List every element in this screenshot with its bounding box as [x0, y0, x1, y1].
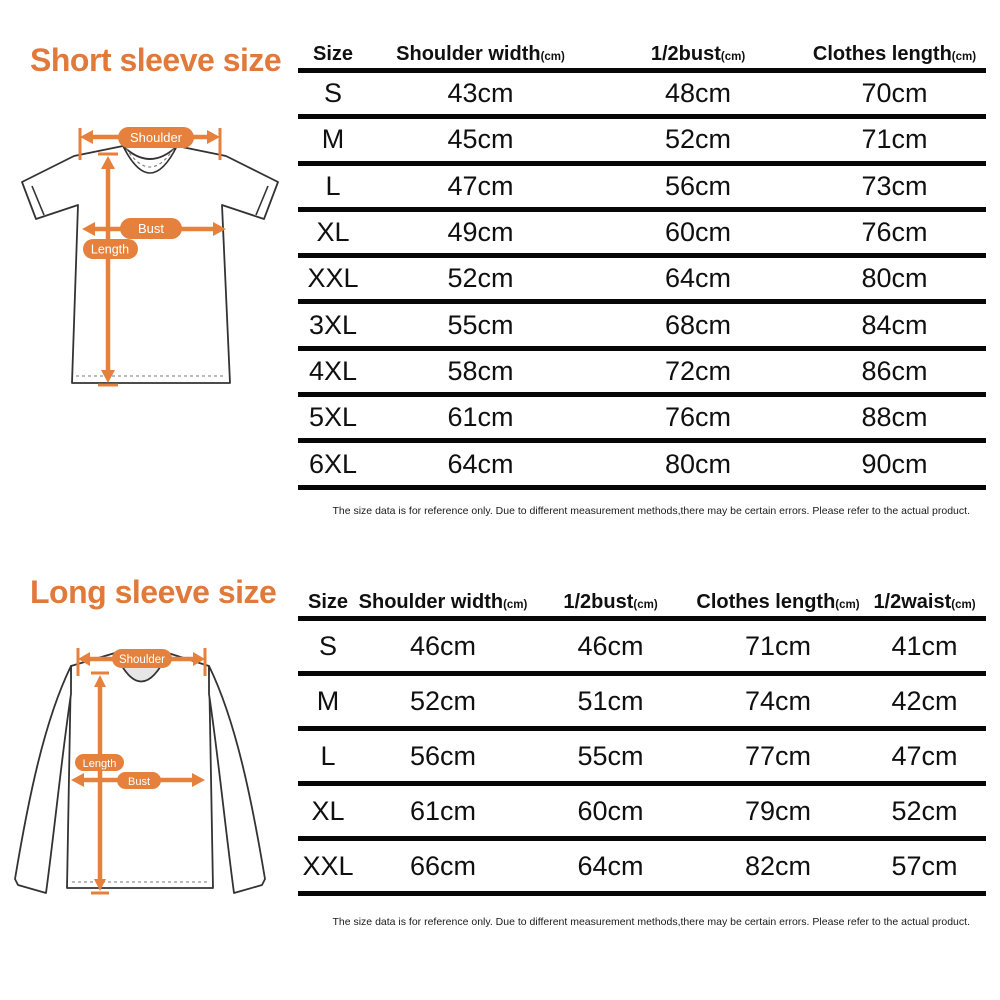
bust-cell: 72cm	[664, 355, 732, 386]
col-header-half-bust: 1/2bust(cm)	[563, 591, 658, 613]
table-row	[298, 119, 986, 165]
shoulder-cell: 61cm	[409, 795, 477, 826]
shoulder-cell: 47cm	[447, 170, 514, 201]
table-row	[298, 731, 986, 786]
size-cell: XL	[316, 217, 350, 248]
length-cell: 80cm	[861, 263, 928, 294]
bust-label: Bust	[127, 776, 151, 788]
waist-cell: 47cm	[891, 740, 958, 771]
length-cell: 76cm	[861, 217, 928, 248]
size-cell: L	[320, 740, 336, 771]
long-table-disclaimer: The size data is for reference only. Due to different measurement methods,there may be certain errors. Please refer to the actual product.	[332, 916, 970, 928]
shoulder-cell: 46cm	[409, 630, 477, 661]
shoulder-cell: 45cm	[447, 124, 514, 155]
table-row	[298, 621, 986, 676]
waist-cell: 52cm	[891, 795, 958, 826]
table-row	[298, 397, 986, 443]
length-cell: 77cm	[744, 740, 812, 771]
size-cell: XXL	[307, 263, 359, 294]
shoulder-cell: 56cm	[409, 740, 477, 771]
col-header-size: Size	[307, 591, 349, 613]
long-table-header-row	[298, 578, 986, 621]
size-cell: 6XL	[308, 448, 358, 479]
short-sleeve-section-title: Short sleeve size	[30, 42, 282, 78]
long-sleeve-table	[298, 578, 986, 896]
col-header-half-bust: 1/2bust(cm)	[650, 43, 746, 65]
length-cell: 88cm	[861, 402, 928, 433]
length-cell: 73cm	[861, 170, 928, 201]
length-cell: 71cm	[744, 630, 812, 661]
size-cell: 5XL	[308, 402, 358, 433]
waist-cell: 41cm	[891, 630, 958, 661]
shoulder-cell: 49cm	[447, 217, 514, 248]
col-header-shoulder-width: Shoulder width(cm)	[358, 591, 528, 613]
shoulder-cell: 58cm	[447, 355, 514, 386]
bust-label: Bust	[137, 221, 165, 236]
shoulder-label: Shoulder	[118, 654, 166, 666]
bust-cell: 64cm	[664, 263, 732, 294]
tshirt-outline	[22, 146, 278, 383]
shoulder-arrowhead-left	[80, 130, 93, 144]
bust-cell: 68cm	[664, 309, 732, 340]
table-row	[298, 212, 986, 258]
col-header-clothes-length: Clothes length(cm)	[696, 591, 860, 613]
bust-cell: 56cm	[664, 170, 732, 201]
size-cell: M	[316, 685, 340, 716]
short-sleeve-diagram	[8, 120, 298, 390]
longsleeve-left-sleeve	[15, 666, 71, 893]
size-cell: M	[321, 124, 345, 155]
size-cell: XL	[311, 795, 345, 826]
bust-cell: 48cm	[664, 78, 732, 109]
length-label: Length	[82, 758, 117, 770]
waist-cell: 57cm	[891, 850, 958, 881]
length-cell: 79cm	[744, 795, 812, 826]
bust-cell: 52cm	[664, 124, 732, 155]
length-label: Length	[90, 242, 130, 257]
shoulder-cell: 55cm	[447, 309, 514, 340]
short-table-disclaimer: The size data is for reference only. Due to different measurement methods,there may be certain errors. Please refer to the actual product.	[332, 505, 970, 517]
size-cell: 3XL	[308, 309, 358, 340]
shoulder-cell: 52cm	[447, 263, 514, 294]
short-table-header-row	[298, 38, 986, 73]
bust-cell: 60cm	[577, 795, 644, 826]
shoulder-cell: 52cm	[409, 685, 477, 716]
shoulder-cell: 66cm	[409, 850, 477, 881]
table-row	[298, 304, 986, 350]
short-sleeve-table	[298, 38, 986, 490]
table-row	[298, 841, 986, 896]
col-header-half-waist: 1/2waist(cm)	[873, 591, 976, 613]
bust-cell: 80cm	[664, 448, 732, 479]
shoulder-label: Shoulder	[129, 130, 183, 145]
waist-cell: 42cm	[891, 685, 958, 716]
bust-cell: 64cm	[577, 850, 644, 881]
length-cell: 84cm	[861, 309, 928, 340]
bust-cell: 55cm	[577, 740, 644, 771]
shoulder-arrowhead-right	[207, 130, 220, 144]
table-row	[298, 166, 986, 212]
length-cell: 71cm	[861, 124, 928, 155]
length-cell: 74cm	[744, 685, 812, 716]
length-cell: 90cm	[861, 448, 928, 479]
size-cell: XXL	[302, 850, 354, 881]
bust-cell: 60cm	[664, 217, 732, 248]
col-header-size: Size	[312, 43, 354, 65]
size-cell: 4XL	[308, 355, 358, 386]
longsleeve-right-sleeve	[209, 666, 265, 893]
table-row	[298, 351, 986, 397]
size-cell: S	[318, 630, 337, 661]
bust-cell: 51cm	[577, 685, 644, 716]
length-cell: 82cm	[744, 850, 812, 881]
length-cell: 70cm	[861, 78, 928, 109]
bust-cell: 46cm	[577, 630, 644, 661]
bust-cell: 76cm	[664, 402, 732, 433]
table-row	[298, 258, 986, 304]
shoulder-cell: 61cm	[447, 402, 514, 433]
size-cell: S	[323, 78, 342, 109]
long-sleeve-section-title: Long sleeve size	[30, 574, 277, 610]
length-cell: 86cm	[861, 355, 928, 386]
col-header-shoulder-width: Shoulder width(cm)	[396, 43, 565, 65]
shoulder-cell: 43cm	[447, 78, 514, 109]
size-cell: L	[325, 170, 341, 201]
shoulder-cell: 64cm	[447, 448, 514, 479]
table-row	[298, 786, 986, 841]
long-sleeve-diagram	[8, 626, 298, 916]
col-header-clothes-length: Clothes length(cm)	[812, 43, 977, 65]
table-row	[298, 443, 986, 489]
table-row	[298, 73, 986, 119]
table-row	[298, 676, 986, 731]
